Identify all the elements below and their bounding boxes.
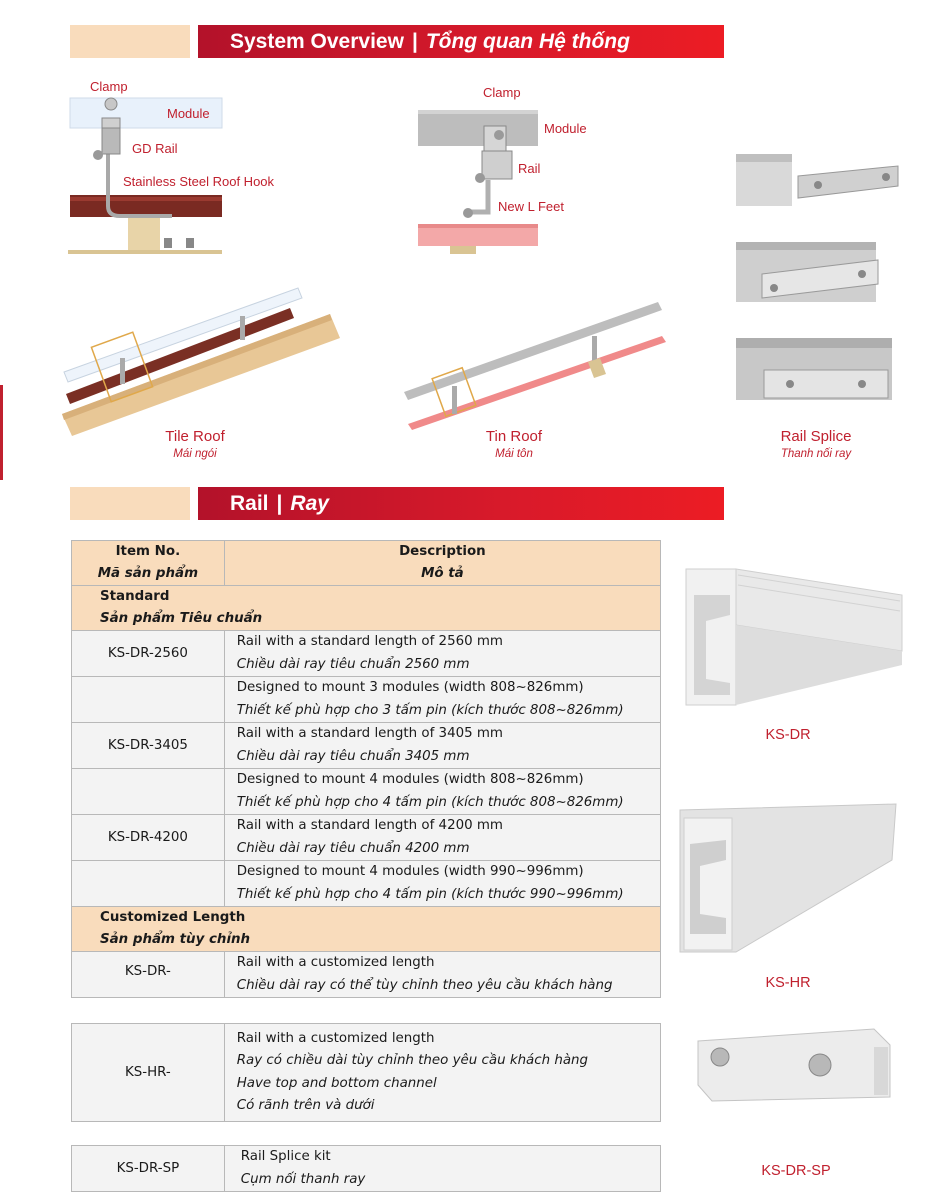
row-desc xyxy=(224,1024,660,1122)
tin-roof-caption xyxy=(449,428,579,460)
table-row xyxy=(72,1024,661,1122)
diag1-module-label: Module xyxy=(167,106,210,121)
overview-title-en: System Overview xyxy=(230,29,404,53)
row-item: KS-DR-4200 xyxy=(72,815,225,861)
rail-splice-photos xyxy=(734,148,902,408)
row-desc-en: Rail Splice kit xyxy=(240,1149,331,1164)
tile-roof-caption xyxy=(130,428,260,460)
page-edge-marker xyxy=(0,385,3,480)
row-desc-vi: Chiều dài ray tiêu chuẩn 2560 mm xyxy=(236,656,470,672)
row-item: KS-DR-SP xyxy=(72,1146,225,1192)
diag2-clamp-label: Clamp xyxy=(483,85,521,100)
header-item-en: Item No. xyxy=(115,544,181,559)
table-row xyxy=(72,815,661,861)
row-desc-vi: Chiều dài ray có thể tùy chỉnh theo yêu cầu khách hàng xyxy=(236,977,613,993)
ks-hr-rail-render xyxy=(676,800,906,960)
row-desc-en: Rail with a standard length of 3405 mm xyxy=(236,726,503,741)
group-custom xyxy=(72,907,661,952)
row-item xyxy=(72,677,225,723)
row-desc-en: Rail with a standard length of 2560 mm xyxy=(236,634,503,649)
row-desc-en: Designed to mount 4 modules (width 808~826mm) xyxy=(236,772,584,787)
header-desc-en: Description xyxy=(399,544,486,559)
l-feet-diagram xyxy=(416,96,546,256)
row-desc xyxy=(224,769,660,815)
row-item: KS-DR-2560 xyxy=(72,631,225,677)
diag2-rail-label: Rail xyxy=(518,161,541,176)
tin-roof-subtitle: Mái tôn xyxy=(495,448,533,460)
row-desc xyxy=(224,952,660,998)
table-header-row xyxy=(72,541,661,586)
row-desc-en: Designed to mount 3 modules (width 808~826mm) xyxy=(236,680,584,695)
row-item: KS-HR- xyxy=(72,1024,225,1122)
row-desc-en-2: Have top and bottom channel xyxy=(236,1075,437,1091)
rail-splice-subtitle: Thanh nối ray xyxy=(780,448,852,460)
ks-dr-sp-table xyxy=(71,1145,661,1192)
header-item xyxy=(72,541,225,586)
table-row xyxy=(72,861,661,907)
ks-hr-caption: KS-HR xyxy=(765,975,811,991)
rail-banner-accent xyxy=(70,487,190,520)
header-item-vi: Mã sản phẩm xyxy=(97,566,199,581)
group-custom-vi: Sản phẩm tùy chỉnh xyxy=(100,932,251,947)
diag2-module-label: Module xyxy=(544,121,587,136)
row-desc xyxy=(224,861,660,907)
row-item xyxy=(72,861,225,907)
row-desc-en: Rail with a customized length xyxy=(236,955,435,970)
tile-roof-title: Tile Roof xyxy=(165,428,225,445)
row-desc-en: Designed to mount 4 modules (width 990~996mm) xyxy=(236,864,584,879)
row-desc-vi: Cụm nối thanh ray xyxy=(240,1171,366,1187)
row-desc-vi-2: Có rãnh trên và dưới xyxy=(236,1098,375,1113)
diag1-clamp-label: Clamp xyxy=(90,79,128,94)
ks-dr-rail-render xyxy=(676,555,906,715)
overview-banner xyxy=(198,25,724,58)
row-item xyxy=(72,769,225,815)
row-desc-en: Rail with a standard length of 4200 mm xyxy=(236,818,503,833)
group-standard-en: Standard xyxy=(100,589,170,604)
ks-dr-caption: KS-DR xyxy=(765,727,811,743)
rail-banner xyxy=(198,487,724,520)
row-desc xyxy=(224,677,660,723)
group-standard xyxy=(72,586,661,631)
rail-title-vi: Ray xyxy=(290,491,329,515)
row-desc-vi: Ray có chiều dài tùy chỉnh theo yêu cầu khách hàng xyxy=(236,1053,589,1068)
row-item: KS-DR- xyxy=(72,952,225,998)
rail-splice-title: Rail Splice xyxy=(780,428,852,445)
table-row xyxy=(72,1146,661,1192)
row-desc xyxy=(224,631,660,677)
header-desc xyxy=(224,541,660,586)
rail-spec-table xyxy=(71,540,661,998)
table-row xyxy=(72,769,661,815)
ks-hr-table xyxy=(71,1023,661,1122)
table-row xyxy=(72,677,661,723)
rail-title-en: Rail xyxy=(230,491,269,515)
rail-splice-caption xyxy=(751,428,881,460)
row-desc-vi: Chiều dài ray tiêu chuẩn 3405 mm xyxy=(236,748,470,764)
table-row xyxy=(72,723,661,769)
row-desc-vi: Thiết kế phù hợp cho 4 tấm pin (kích thước 808~826mm) xyxy=(236,794,624,810)
group-standard-vi: Sản phẩm Tiêu chuẩn xyxy=(100,611,263,626)
ks-dr-sp-caption: KS-DR-SP xyxy=(761,1163,831,1179)
rail-title-sep: | xyxy=(276,491,283,515)
table-row xyxy=(72,952,661,998)
row-item: KS-DR-3405 xyxy=(72,723,225,769)
group-row-standard xyxy=(72,586,661,631)
table-row xyxy=(72,631,661,677)
tin-roof-illustration xyxy=(400,300,670,432)
row-desc-vi: Thiết kế phù hợp cho 3 tấm pin (kích thước 808~826mm) xyxy=(236,702,624,718)
row-desc xyxy=(224,1146,660,1192)
overview-banner-accent xyxy=(70,25,190,58)
row-desc xyxy=(224,815,660,861)
ks-dr-sp-render xyxy=(694,1025,904,1105)
tin-roof-title: Tin Roof xyxy=(485,428,543,445)
row-desc-en: Rail with a customized length xyxy=(236,1030,435,1046)
header-desc-vi: Mô tả xyxy=(421,566,464,581)
group-custom-en: Customized Length xyxy=(100,910,246,925)
gd-rail-hook-diagram xyxy=(68,78,358,256)
tile-roof-subtitle: Mái ngói xyxy=(173,448,217,460)
row-desc xyxy=(224,723,660,769)
diag2-feet-label: New L Feet xyxy=(498,199,564,214)
overview-title-vi: Tổng quan Hệ thống xyxy=(425,29,630,53)
row-desc-vi: Thiết kế phù hợp cho 4 tấm pin (kích thước 990~996mm) xyxy=(236,886,624,902)
group-row-custom xyxy=(72,907,661,952)
diag1-rail-label: GD Rail xyxy=(132,141,178,156)
row-desc-vi: Chiều dài ray tiêu chuẩn 4200 mm xyxy=(236,840,470,856)
tile-roof-illustration xyxy=(60,286,350,438)
diag1-hook-label: Stainless Steel Roof Hook xyxy=(123,174,275,189)
overview-title-sep: | xyxy=(411,29,418,53)
